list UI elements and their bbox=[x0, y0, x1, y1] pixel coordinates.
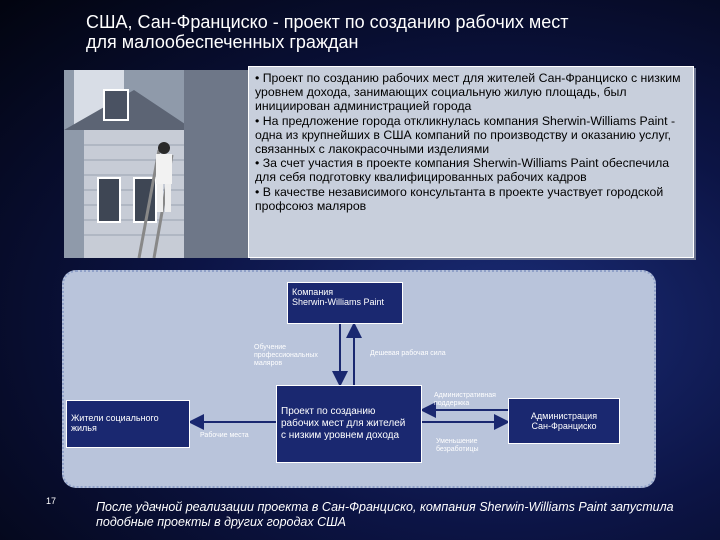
admin-support-label: Административная поддержка bbox=[434, 392, 496, 407]
bullet-1: • Проект по созданию рабочих мест для жителей Сан-Франциско с низким уровнем дохода, занимающих социальную жилую площадь, был инициирован администрацией города bbox=[255, 71, 681, 114]
bullet-text-box bbox=[248, 66, 694, 258]
cheap-labor-label: Дешевая рабочая сила bbox=[370, 350, 446, 357]
title-line-1: США, Сан-Франциско - проект по созданию рабочих мест bbox=[86, 12, 569, 32]
administration-box bbox=[508, 398, 620, 444]
footer-note: После удачной реализации проекта в Сан-Франциско, компания Sherwin-Williams Paint запустила подобные проекты в других городах США bbox=[96, 500, 674, 529]
house-painter-photo bbox=[64, 70, 260, 258]
company-box bbox=[287, 282, 403, 324]
bullet-4: • В качестве независимого консультанта в проекте участвует городской профсоюз маляров bbox=[255, 184, 664, 213]
company-label: Компания Sherwin-Williams Paint bbox=[292, 287, 385, 307]
administration-label: Администрация Сан-Франциско bbox=[530, 411, 598, 431]
bullet-3: • За счет участия в проекте компания Sherwin-Williams Paint обеспечила для себя подготовку квалифицированных рабочих кадров bbox=[255, 156, 670, 185]
project-diagram bbox=[62, 270, 656, 488]
project-box bbox=[276, 385, 422, 463]
jobs-label: Рабочие места bbox=[200, 432, 249, 439]
page-number: 17 bbox=[46, 496, 57, 506]
title-line-2: для малообеспеченных граждан bbox=[86, 32, 359, 52]
residents-box bbox=[66, 400, 190, 448]
training-label: Обучение профессиональных маляров bbox=[254, 344, 318, 367]
bullet-2: • На предложение города откликнулась компания Sherwin-Williams Paint - одна из крупнейших в США компаний по производству и оказанию услуг, связанных с лакокрасочными изделиями bbox=[255, 113, 676, 157]
slide-title bbox=[86, 12, 686, 52]
project-label: Проект по созданию рабочих мест для жителей с низким уровнем дохода bbox=[281, 406, 406, 441]
unemployment-label: Уменьшение безработицы bbox=[436, 438, 479, 453]
residents-label: Жители социального жилья bbox=[71, 413, 159, 433]
